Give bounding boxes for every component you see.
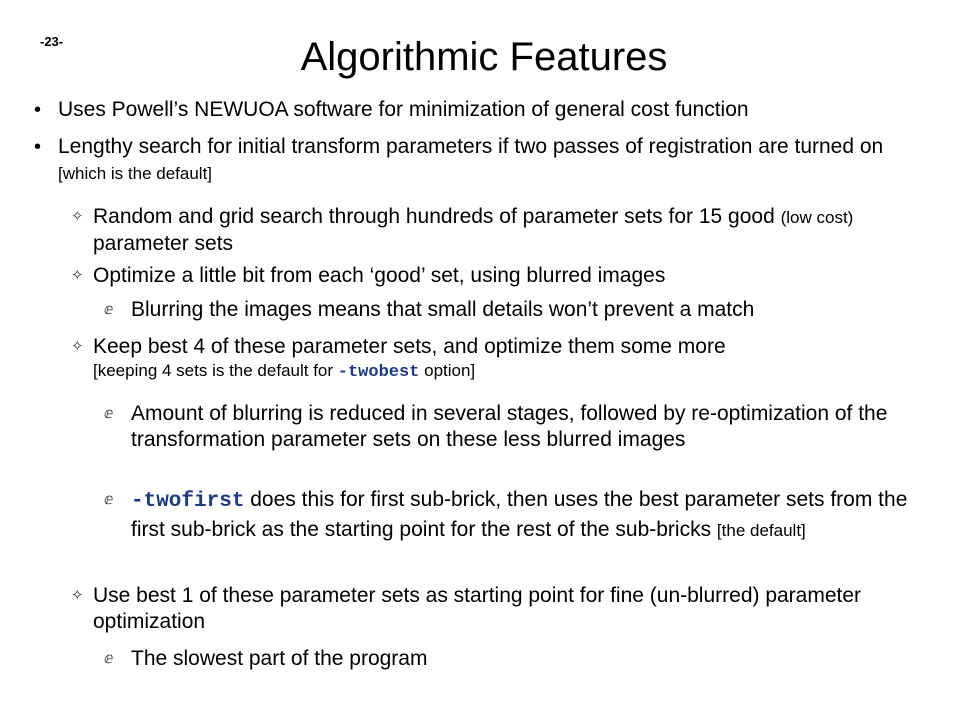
diamond-marker: ✧ [71,338,84,355]
code-twofirst: -twofirst [131,490,245,513]
item-note: [which is the default] [58,164,213,183]
item-text: Keep best 4 of these parameter sets, and optimize them some more [93,335,726,358]
item-text: The slowest part of the program [131,647,428,670]
item-text: Amount of blurring is reduced in several stages, followed by re-optimization of the transformation parameter sets on these less blurred images [131,402,888,451]
code-twobest: -twobest [337,363,420,382]
bullet-item [34,134,908,187]
sub-sub-item [104,486,921,545]
arrow-marker: ⅇ [104,301,114,318]
arrow-marker: ⅇ [104,650,114,667]
item-note: [the default] [716,521,806,540]
item-note-end: option] [419,361,476,380]
item-text: Random and grid search through hundreds of parameter sets for 15 good [93,205,781,228]
item-text-continued: parameter sets [93,232,234,255]
arrow-marker: ⅇ [104,405,114,422]
sub-item [71,204,913,257]
item-note: [keeping 4 sets is the default for [93,361,338,380]
slide-title: Algorithmic Features [300,35,668,79]
arrow-marker: ⅇ [104,491,114,508]
bullet-item [34,97,908,123]
sub-sub-item [104,297,921,323]
diamond-marker: ✧ [71,267,84,284]
diamond-marker: ✧ [71,587,84,604]
item-text: Uses Powell’s NEWUOA software for minimization of general cost function [58,98,749,121]
item-text: Lengthy search for initial transform parameters if two passes of registration are turned on [58,135,884,158]
sub-item [71,583,913,635]
item-text: does this for first sub-brick, then uses the best parameter sets from the first sub-brick as the starting point for the rest of the sub-bricks [131,488,908,541]
diamond-marker: ✧ [71,208,84,225]
sub-sub-item [104,401,921,453]
sub-item [71,334,913,384]
item-text: Blurring the images means that small details won’t prevent a match [131,298,755,321]
page-number: -23- [40,34,64,49]
sub-item [71,263,913,289]
item-note: (low cost) [780,208,854,227]
sub-sub-item [104,646,921,672]
bullet-marker: • [34,136,42,158]
item-text: Use best 1 of these parameter sets as starting point for fine (un-blurred) parameter optimization [93,584,862,633]
bullet-marker: • [34,99,42,121]
item-text: Optimize a little bit from each ‘good’ set, using blurred images [93,264,666,287]
item-note-line [93,360,913,384]
